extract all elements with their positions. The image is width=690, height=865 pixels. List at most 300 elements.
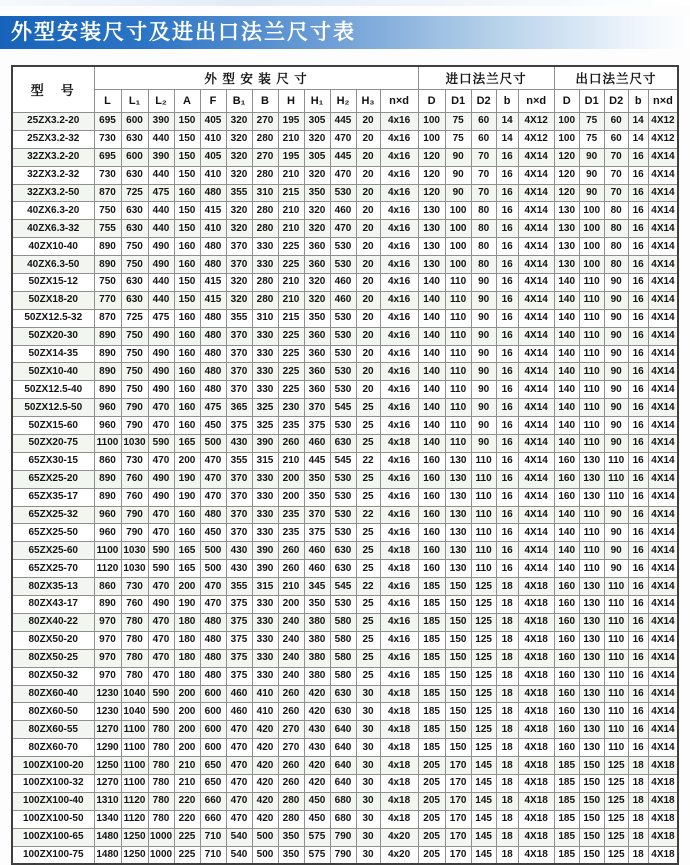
value-cell: 150	[174, 130, 200, 148]
value-cell: 225	[278, 345, 304, 363]
model-cell: 65ZX30-15	[12, 452, 94, 470]
column-header-b: b	[628, 90, 648, 113]
value-cell: 18	[496, 649, 518, 667]
table-row	[12, 130, 678, 148]
value-cell: 130	[579, 578, 604, 596]
value-cell: 640	[330, 721, 356, 739]
value-cell: 80	[471, 238, 496, 256]
column-header-d1: D1	[579, 90, 604, 113]
value-cell: 150	[445, 667, 471, 685]
value-cell: 490	[148, 256, 174, 274]
value-cell: 420	[304, 685, 330, 703]
value-cell: 630	[330, 703, 356, 721]
value-cell: 1100	[94, 542, 121, 560]
value-cell: 4X18	[518, 578, 554, 596]
value-cell: 16	[628, 649, 648, 667]
model-cell: 40ZX6.3-20	[12, 202, 94, 220]
value-cell: 480	[200, 631, 226, 649]
value-cell: 160	[418, 452, 445, 470]
value-cell: 1480	[94, 846, 121, 864]
value-cell: 305	[304, 113, 330, 131]
table-row	[12, 274, 678, 292]
value-cell: 125	[604, 757, 628, 775]
value-cell: 235	[278, 506, 304, 524]
value-cell: 20	[356, 345, 380, 363]
value-cell: 150	[445, 631, 471, 649]
value-cell: 145	[471, 757, 496, 775]
model-cell: 65ZX25-32	[12, 506, 94, 524]
column-header-f: F	[200, 90, 226, 113]
model-cell: 32ZX3.2-50	[12, 184, 94, 202]
value-cell: 185	[418, 631, 445, 649]
value-cell: 4x18	[380, 774, 418, 792]
value-cell: 470	[200, 596, 226, 614]
column-header-nd: n×d	[648, 90, 678, 113]
value-cell: 225	[278, 256, 304, 274]
value-cell: 125	[471, 703, 496, 721]
value-cell: 4X18	[518, 667, 554, 685]
value-cell: 470	[226, 792, 252, 810]
value-cell: 380	[304, 649, 330, 667]
value-cell: 100	[554, 130, 579, 148]
table-row	[12, 792, 678, 810]
value-cell: 110	[579, 274, 604, 292]
value-cell: 4X14	[518, 452, 554, 470]
value-cell: 4X18	[518, 810, 554, 828]
value-cell: 110	[445, 435, 471, 453]
column-header-d2: D2	[604, 90, 628, 113]
value-cell: 4x16	[380, 256, 418, 274]
value-cell: 360	[304, 256, 330, 274]
value-cell: 150	[579, 810, 604, 828]
value-cell: 4X14	[518, 238, 554, 256]
value-cell: 120	[418, 148, 445, 166]
value-cell: 90	[579, 166, 604, 184]
value-cell: 500	[252, 846, 278, 864]
value-cell: 415	[200, 291, 226, 309]
value-cell: 530	[330, 238, 356, 256]
value-cell: 710	[200, 828, 226, 846]
value-cell: 190	[174, 470, 200, 488]
value-cell: 530	[330, 506, 356, 524]
value-cell: 16	[496, 542, 518, 560]
value-cell: 160	[554, 596, 579, 614]
value-cell: 160	[174, 327, 200, 345]
value-cell: 370	[226, 524, 252, 542]
value-cell: 4X18	[648, 757, 678, 775]
value-cell: 130	[554, 220, 579, 238]
value-cell: 240	[278, 613, 304, 631]
value-cell: 280	[252, 220, 278, 238]
value-cell: 120	[554, 166, 579, 184]
value-cell: 150	[579, 774, 604, 792]
value-cell: 350	[304, 470, 330, 488]
value-cell: 4X14	[648, 202, 678, 220]
value-cell: 270	[278, 721, 304, 739]
value-cell: 160	[554, 613, 579, 631]
value-cell: 110	[445, 417, 471, 435]
column-header-d2: D2	[471, 90, 496, 113]
table-row	[12, 291, 678, 309]
table-row	[12, 256, 678, 274]
value-cell: 110	[471, 542, 496, 560]
value-cell: 140	[554, 345, 579, 363]
value-cell: 190	[174, 596, 200, 614]
value-cell: 16	[496, 202, 518, 220]
model-cell: 40ZX6.3-50	[12, 256, 94, 274]
value-cell: 630	[330, 542, 356, 560]
value-cell: 545	[330, 578, 356, 596]
column-header-b: b	[496, 90, 518, 113]
value-cell: 4x16	[380, 649, 418, 667]
value-cell: 20	[356, 184, 380, 202]
value-cell: 890	[94, 470, 121, 488]
model-cell: 80ZX50-32	[12, 667, 94, 685]
value-cell: 375	[304, 417, 330, 435]
value-cell: 130	[418, 220, 445, 238]
value-cell: 370	[226, 327, 252, 345]
value-cell: 600	[121, 148, 148, 166]
value-cell: 580	[330, 631, 356, 649]
value-cell: 355	[226, 578, 252, 596]
value-cell: 90	[579, 148, 604, 166]
value-cell: 480	[200, 309, 226, 327]
column-header-h: H₃	[356, 90, 380, 113]
value-cell: 140	[418, 309, 445, 327]
value-cell: 160	[554, 578, 579, 596]
value-cell: 75	[579, 113, 604, 131]
value-cell: 260	[278, 542, 304, 560]
value-cell: 160	[554, 631, 579, 649]
value-cell: 150	[174, 274, 200, 292]
value-cell: 90	[445, 166, 471, 184]
value-cell: 180	[174, 631, 200, 649]
value-cell: 4x18	[380, 560, 418, 578]
value-cell: 4X14	[648, 220, 678, 238]
value-cell: 4X14	[648, 739, 678, 757]
value-cell: 20	[356, 327, 380, 345]
value-cell: 170	[445, 846, 471, 864]
value-cell: 210	[278, 202, 304, 220]
value-cell: 20	[356, 202, 380, 220]
value-cell: 185	[554, 810, 579, 828]
value-cell: 80	[604, 256, 628, 274]
column-header-d: D	[418, 90, 445, 113]
value-cell: 1230	[94, 703, 121, 721]
value-cell: 90	[604, 524, 628, 542]
value-cell: 4X14	[648, 560, 678, 578]
value-cell: 90	[445, 148, 471, 166]
model-cell: 50ZX20-30	[12, 327, 94, 345]
value-cell: 110	[579, 363, 604, 381]
table-row	[12, 703, 678, 721]
value-cell: 1100	[121, 739, 148, 757]
value-cell: 960	[94, 417, 121, 435]
value-cell: 4X18	[518, 739, 554, 757]
value-cell: 90	[471, 399, 496, 417]
value-cell: 545	[330, 452, 356, 470]
value-cell: 75	[445, 113, 471, 131]
value-cell: 730	[94, 130, 121, 148]
column-header-d: D	[554, 90, 579, 113]
value-cell: 4X18	[518, 721, 554, 739]
value-cell: 160	[554, 470, 579, 488]
value-cell: 4X14	[518, 274, 554, 292]
value-cell: 110	[445, 363, 471, 381]
value-cell: 4X18	[648, 774, 678, 792]
value-cell: 150	[174, 291, 200, 309]
value-cell: 4x16	[380, 327, 418, 345]
value-cell: 30	[356, 846, 380, 864]
model-cell: 65ZX25-70	[12, 560, 94, 578]
value-cell: 4x16	[380, 309, 418, 327]
value-cell: 460	[226, 685, 252, 703]
value-cell: 1270	[94, 721, 121, 739]
table-row	[12, 685, 678, 703]
value-cell: 185	[554, 757, 579, 775]
value-cell: 4X14	[648, 238, 678, 256]
value-cell: 480	[200, 613, 226, 631]
value-cell: 280	[278, 810, 304, 828]
value-cell: 16	[628, 220, 648, 238]
value-cell: 4X18	[518, 685, 554, 703]
value-cell: 25	[356, 524, 380, 542]
value-cell: 150	[445, 578, 471, 596]
value-cell: 350	[304, 488, 330, 506]
value-cell: 18	[496, 631, 518, 649]
value-cell: 210	[278, 130, 304, 148]
value-cell: 280	[252, 202, 278, 220]
value-cell: 530	[330, 470, 356, 488]
value-cell: 375	[226, 667, 252, 685]
value-cell: 225	[278, 381, 304, 399]
value-cell: 370	[304, 506, 330, 524]
value-cell: 4X14	[518, 256, 554, 274]
value-cell: 750	[121, 345, 148, 363]
value-cell: 750	[121, 238, 148, 256]
value-cell: 320	[304, 166, 330, 184]
column-header-l: L	[94, 90, 121, 113]
value-cell: 405	[200, 148, 226, 166]
value-cell: 160	[418, 542, 445, 560]
value-cell: 70	[604, 184, 628, 202]
value-cell: 130	[445, 452, 471, 470]
table-row	[12, 417, 678, 435]
value-cell: 330	[252, 488, 278, 506]
value-cell: 140	[554, 291, 579, 309]
value-cell: 16	[628, 417, 648, 435]
value-cell: 16	[628, 184, 648, 202]
value-cell: 380	[304, 613, 330, 631]
value-cell: 75	[579, 130, 604, 148]
model-cell: 80ZX35-13	[12, 578, 94, 596]
value-cell: 370	[226, 381, 252, 399]
value-cell: 4X14	[648, 613, 678, 631]
value-cell: 18	[628, 846, 648, 864]
model-cell: 65ZX25-50	[12, 524, 94, 542]
value-cell: 970	[94, 649, 121, 667]
value-cell: 725	[121, 184, 148, 202]
value-cell: 4X12	[648, 130, 678, 148]
model-cell: 32ZX3.2-32	[12, 166, 94, 184]
value-cell: 4x16	[380, 399, 418, 417]
value-cell: 4X14	[648, 721, 678, 739]
value-cell: 70	[471, 148, 496, 166]
value-cell: 260	[278, 774, 304, 792]
value-cell: 4X14	[648, 327, 678, 345]
value-cell: 490	[148, 470, 174, 488]
value-cell: 30	[356, 757, 380, 775]
value-cell: 780	[148, 810, 174, 828]
value-cell: 330	[252, 596, 278, 614]
column-header-b: B	[252, 90, 278, 113]
value-cell: 18	[496, 739, 518, 757]
value-cell: 110	[445, 345, 471, 363]
value-cell: 4x16	[380, 113, 418, 131]
value-cell: 110	[579, 345, 604, 363]
value-cell: 380	[304, 631, 330, 649]
model-cell: 50ZX15-60	[12, 417, 94, 435]
value-cell: 530	[330, 309, 356, 327]
value-cell: 80	[471, 220, 496, 238]
model-cell: 25ZX3.2-20	[12, 113, 94, 131]
value-cell: 320	[226, 274, 252, 292]
value-cell: 1100	[121, 721, 148, 739]
table-row	[12, 739, 678, 757]
value-cell: 490	[148, 327, 174, 345]
model-cell: 80ZX50-25	[12, 649, 94, 667]
value-cell: 140	[418, 274, 445, 292]
value-cell: 4X14	[648, 578, 678, 596]
value-cell: 160	[174, 345, 200, 363]
value-cell: 460	[304, 542, 330, 560]
table-row	[12, 220, 678, 238]
value-cell: 4X14	[518, 345, 554, 363]
value-cell: 530	[330, 256, 356, 274]
value-cell: 440	[148, 291, 174, 309]
value-cell: 220	[174, 810, 200, 828]
value-cell: 125	[471, 578, 496, 596]
value-cell: 390	[148, 148, 174, 166]
value-cell: 4X14	[648, 184, 678, 202]
value-cell: 110	[604, 739, 628, 757]
value-cell: 4X14	[648, 470, 678, 488]
value-cell: 380	[304, 667, 330, 685]
value-cell: 4x16	[380, 381, 418, 399]
column-header-row	[12, 90, 678, 113]
value-cell: 1030	[121, 542, 148, 560]
value-cell: 4X12	[518, 113, 554, 131]
model-cell: 65ZX25-20	[12, 470, 94, 488]
value-cell: 1120	[121, 810, 148, 828]
value-cell: 480	[200, 667, 226, 685]
value-cell: 630	[121, 130, 148, 148]
model-cell: 80ZX43-17	[12, 596, 94, 614]
value-cell: 140	[418, 327, 445, 345]
value-cell: 325	[252, 417, 278, 435]
value-cell: 16	[628, 703, 648, 721]
value-cell: 695	[94, 113, 121, 131]
value-cell: 140	[554, 417, 579, 435]
value-cell: 540	[226, 846, 252, 864]
value-cell: 470	[148, 578, 174, 596]
value-cell: 470	[148, 452, 174, 470]
value-cell: 4X14	[648, 399, 678, 417]
value-cell: 4X14	[518, 363, 554, 381]
value-cell: 110	[604, 488, 628, 506]
value-cell: 160	[418, 488, 445, 506]
value-cell: 130	[445, 506, 471, 524]
value-cell: 4X14	[648, 524, 678, 542]
value-cell: 1100	[94, 435, 121, 453]
value-cell: 470	[200, 578, 226, 596]
value-cell: 4x16	[380, 417, 418, 435]
value-cell: 360	[304, 381, 330, 399]
value-cell: 470	[200, 452, 226, 470]
value-cell: 18	[496, 828, 518, 846]
value-cell: 80	[604, 238, 628, 256]
value-cell: 4X18	[648, 792, 678, 810]
value-cell: 160	[554, 703, 579, 721]
value-cell: 375	[226, 649, 252, 667]
value-cell: 4X14	[648, 649, 678, 667]
value-cell: 90	[604, 363, 628, 381]
table-row	[12, 524, 678, 542]
value-cell: 190	[174, 488, 200, 506]
value-cell: 4X18	[518, 649, 554, 667]
value-cell: 4x18	[380, 757, 418, 775]
value-cell: 330	[252, 631, 278, 649]
value-cell: 140	[554, 381, 579, 399]
table-row	[12, 184, 678, 202]
value-cell: 890	[94, 327, 121, 345]
value-cell: 4x16	[380, 184, 418, 202]
value-cell: 1250	[121, 828, 148, 846]
value-cell: 20	[356, 381, 380, 399]
value-cell: 25	[356, 542, 380, 560]
value-cell: 90	[604, 399, 628, 417]
value-cell: 890	[94, 381, 121, 399]
value-cell: 260	[278, 757, 304, 775]
value-cell: 16	[496, 488, 518, 506]
value-cell: 4X18	[518, 828, 554, 846]
value-cell: 960	[94, 399, 121, 417]
value-cell: 20	[356, 256, 380, 274]
page-banner	[0, 16, 690, 49]
model-cell: 50ZX12.5-32	[12, 309, 94, 327]
value-cell: 16	[496, 148, 518, 166]
value-cell: 330	[252, 256, 278, 274]
value-cell: 4x16	[380, 506, 418, 524]
value-cell: 280	[252, 130, 278, 148]
value-cell: 125	[471, 649, 496, 667]
value-cell: 360	[304, 327, 330, 345]
value-cell: 18	[496, 792, 518, 810]
value-cell: 210	[278, 291, 304, 309]
value-cell: 320	[304, 291, 330, 309]
value-cell: 600	[200, 703, 226, 721]
value-cell: 14	[496, 130, 518, 148]
value-cell: 16	[496, 381, 518, 399]
column-header-b: B₁	[226, 90, 252, 113]
value-cell: 140	[554, 524, 579, 542]
value-cell: 375	[304, 524, 330, 542]
value-cell: 470	[148, 631, 174, 649]
value-cell: 160	[554, 721, 579, 739]
value-cell: 100	[554, 113, 579, 131]
value-cell: 355	[226, 309, 252, 327]
value-cell: 4X14	[518, 148, 554, 166]
